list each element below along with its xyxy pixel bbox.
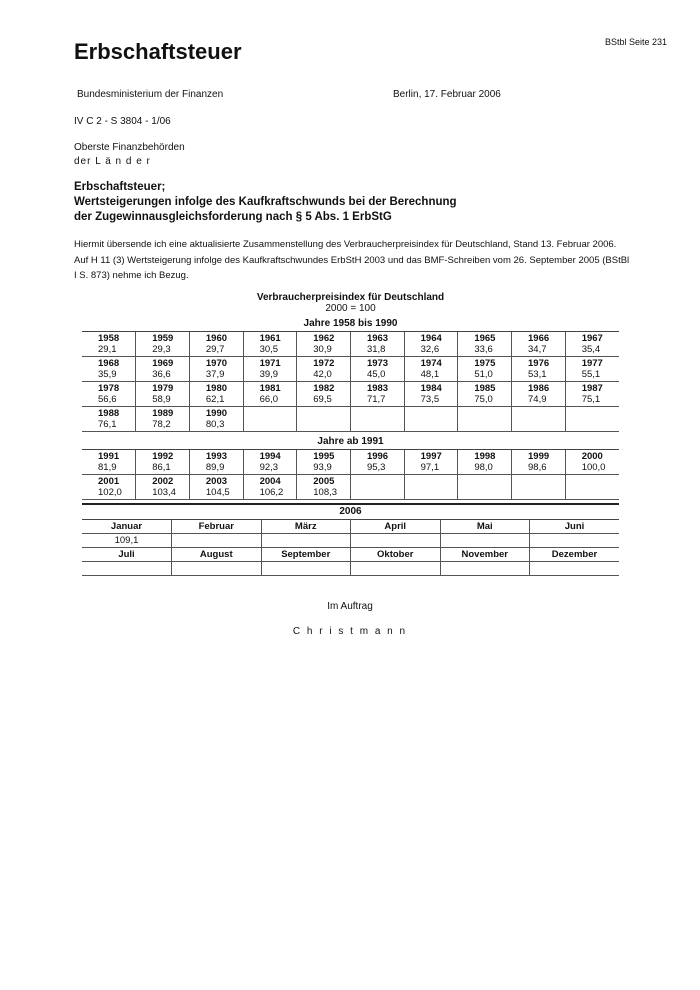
index-value: 30,5 xyxy=(259,344,279,355)
year-label: 1996 xyxy=(366,451,389,462)
index-value: 35,9 xyxy=(98,369,117,380)
year-label: 1972 xyxy=(313,358,335,369)
table-row xyxy=(82,548,619,562)
recipient-line: der L ä n d e r xyxy=(74,156,151,167)
index-value: 76,1 xyxy=(98,419,117,430)
table-cell xyxy=(189,382,243,407)
table-cell xyxy=(243,332,297,357)
table-cell xyxy=(404,382,458,407)
month-name: August xyxy=(172,548,262,562)
index-value: 100,0 xyxy=(581,462,606,473)
year-label: 1969 xyxy=(152,358,174,369)
year-label: 1999 xyxy=(528,451,550,462)
year-label xyxy=(367,475,404,476)
index-value: 97,1 xyxy=(420,462,440,473)
year-label: 1985 xyxy=(474,383,496,394)
index-value: 39,9 xyxy=(259,369,279,380)
index-value: 106,2 xyxy=(259,487,284,498)
table-cell xyxy=(136,450,190,475)
section-title: Jahre ab 1991 xyxy=(82,435,619,450)
table-row xyxy=(82,520,619,534)
table-cell xyxy=(189,407,243,432)
closing: Im Auftrag xyxy=(327,601,373,612)
table-cell xyxy=(458,450,512,475)
page-title: Erbschaftsteuer xyxy=(74,39,242,64)
year-label: 1967 xyxy=(581,333,603,344)
table-cell xyxy=(243,357,297,382)
index-value: 51,0 xyxy=(474,369,493,380)
table-cell xyxy=(243,450,297,475)
year-label: 2003 xyxy=(205,476,228,487)
table-cell xyxy=(350,450,404,475)
month-name: Juli xyxy=(82,548,172,562)
table-cell xyxy=(512,382,566,407)
year-label: 2001 xyxy=(98,476,120,487)
year-label xyxy=(582,475,619,476)
table-cell xyxy=(189,332,243,357)
table-cell xyxy=(189,450,243,475)
section-title: 2006 xyxy=(82,503,619,520)
table-cell xyxy=(512,357,566,382)
month-name: Dezember xyxy=(530,548,620,562)
index-value: 81,9 xyxy=(98,462,117,473)
index-value: 33,6 xyxy=(474,344,493,355)
year-label: 1975 xyxy=(474,358,496,369)
index-value: 32,6 xyxy=(420,344,440,355)
table-cell xyxy=(82,332,136,357)
subject-line: der Zugewinnausgleichsforderung nach § 5 Abs. 1 ErbStG xyxy=(74,211,392,223)
table-cell xyxy=(458,332,512,357)
table-cell xyxy=(565,450,619,475)
index-value: 89,9 xyxy=(205,462,225,473)
year-label: 1998 xyxy=(474,451,496,462)
table-cell xyxy=(350,407,404,432)
table-cell xyxy=(297,407,351,432)
index-value xyxy=(351,534,441,548)
table-title: Verbraucherpreisindex für Deutschland xyxy=(256,292,445,303)
month-name: November xyxy=(440,548,530,562)
table-row xyxy=(82,534,619,548)
table-row xyxy=(82,562,619,576)
table-cell xyxy=(458,475,512,500)
month-name: Mai xyxy=(440,520,530,534)
year-label: 1958 xyxy=(98,333,120,344)
table-row xyxy=(82,407,619,432)
index-value: 53,1 xyxy=(528,369,547,380)
year-label xyxy=(582,407,619,408)
year-label: 1986 xyxy=(528,383,550,394)
index-value: 29,7 xyxy=(205,344,225,355)
table-cell xyxy=(82,357,136,382)
table-cell xyxy=(297,475,351,500)
year-label: 1982 xyxy=(313,383,335,394)
table-cell xyxy=(136,407,190,432)
table-cell xyxy=(82,407,136,432)
year-label: 1976 xyxy=(528,358,550,369)
year-label xyxy=(421,475,458,476)
index-value: 45,0 xyxy=(366,369,386,380)
index-value: 95,3 xyxy=(366,462,386,473)
index-value: 37,9 xyxy=(205,369,225,380)
index-value: 75,1 xyxy=(581,394,601,405)
year-label: 1988 xyxy=(98,408,120,419)
table-cell xyxy=(189,357,243,382)
index-value: 66,0 xyxy=(259,394,279,405)
index-value: 74,9 xyxy=(528,394,547,405)
index-value: 62,1 xyxy=(205,394,225,405)
year-label: 1959 xyxy=(152,333,174,344)
year-label xyxy=(367,407,404,408)
year-label: 1965 xyxy=(474,333,496,344)
index-value: 34,7 xyxy=(528,344,547,355)
table-row xyxy=(82,382,619,407)
year-label: 1968 xyxy=(98,358,120,369)
index-value: 48,1 xyxy=(420,369,440,380)
index-value: 98,0 xyxy=(474,462,493,473)
index-value: 98,6 xyxy=(528,462,547,473)
year-label: 1980 xyxy=(205,383,228,394)
index-value: 78,2 xyxy=(152,419,171,430)
table-cell xyxy=(458,357,512,382)
index-value: 69,5 xyxy=(313,394,332,405)
index-value xyxy=(172,534,262,548)
month-name: Juni xyxy=(530,520,620,534)
year-label: 1984 xyxy=(420,383,442,394)
year-label: 1990 xyxy=(205,408,228,419)
year-label: 1963 xyxy=(366,333,389,344)
table-cell xyxy=(297,450,351,475)
index-value xyxy=(351,562,441,576)
month-name: September xyxy=(261,548,351,562)
table-cell xyxy=(512,475,566,500)
year-label: 1991 xyxy=(98,451,120,462)
year-label: 1993 xyxy=(205,451,228,462)
year-label: 1973 xyxy=(366,358,389,369)
year-label: 1987 xyxy=(581,383,603,394)
index-value xyxy=(261,562,351,576)
body-line: Auf H 11 (3) Wertsteigerung infolge des Kaufkraftschwundes ErbStH 2003 und das BMF-Schreiben vom 26. September 2005 (BStBl xyxy=(74,254,630,266)
index-table-from-1991 xyxy=(82,450,619,500)
year-label: 1989 xyxy=(152,408,174,419)
year-label: 1979 xyxy=(152,383,174,394)
subject-line: Erbschaftsteuer; xyxy=(74,181,166,193)
table-cell xyxy=(404,357,458,382)
year-label: 1971 xyxy=(259,358,281,369)
index-value: 73,5 xyxy=(420,394,440,405)
table-cell xyxy=(82,475,136,500)
table-cell xyxy=(82,382,136,407)
index-value xyxy=(530,534,620,548)
table-cell xyxy=(243,475,297,500)
month-name: April xyxy=(351,520,441,534)
year-label: 1962 xyxy=(313,333,335,344)
index-value: 56,6 xyxy=(98,394,117,405)
year-label: 1960 xyxy=(205,333,228,344)
year-label: 1961 xyxy=(259,333,281,344)
index-value: 86,1 xyxy=(152,462,171,473)
table-cell xyxy=(350,357,404,382)
month-name: Februar xyxy=(172,520,262,534)
subject-line: Wertsteigerungen infolge des Kaufkraftschwunds bei der Berechnung xyxy=(74,196,457,208)
index-value: 92,3 xyxy=(259,462,279,473)
index-value: 35,4 xyxy=(581,344,601,355)
index-value: 29,3 xyxy=(152,344,171,355)
index-value: 31,8 xyxy=(366,344,386,355)
index-table-1958-1990 xyxy=(82,332,619,432)
year-label xyxy=(474,475,511,476)
year-label: 1983 xyxy=(366,383,389,394)
recipient-line: Oberste Finanzbehörden xyxy=(74,142,185,153)
table-cell xyxy=(243,382,297,407)
year-label: 2005 xyxy=(313,476,335,487)
price-index-table xyxy=(82,292,619,576)
table-row xyxy=(82,332,619,357)
index-value: 29,1 xyxy=(98,344,117,355)
index-table-2006 xyxy=(82,520,619,576)
index-value: 71,7 xyxy=(366,394,386,405)
index-value: 104,5 xyxy=(205,487,230,498)
month-name: Oktober xyxy=(351,548,441,562)
table-cell xyxy=(458,407,512,432)
index-value: 80,3 xyxy=(205,419,225,430)
year-label: 1995 xyxy=(313,451,335,462)
year-label xyxy=(474,407,511,408)
table-cell xyxy=(350,332,404,357)
index-value: 108,3 xyxy=(313,487,338,498)
index-value: 109,1 xyxy=(82,534,172,548)
table-cell xyxy=(512,332,566,357)
index-value: 103,4 xyxy=(152,487,176,498)
month-name: März xyxy=(261,520,351,534)
index-value: 102,0 xyxy=(98,487,122,498)
year-label xyxy=(528,475,565,476)
table-cell xyxy=(458,382,512,407)
year-label: 1981 xyxy=(259,383,281,394)
table-cell xyxy=(565,357,619,382)
table-row xyxy=(82,357,619,382)
body-line: I S. 873) nehme ich Bezug. xyxy=(74,270,189,281)
table-row xyxy=(82,450,619,475)
table-cell xyxy=(136,475,190,500)
year-label: 1974 xyxy=(420,358,442,369)
body-text xyxy=(74,237,634,284)
table-cell xyxy=(565,332,619,357)
table-cell xyxy=(350,475,404,500)
year-label: 1977 xyxy=(581,358,603,369)
index-value: 42,0 xyxy=(313,369,332,380)
table-cell xyxy=(404,407,458,432)
table-cell xyxy=(136,332,190,357)
letter-date: Berlin, 17. Februar 2006 xyxy=(393,89,501,100)
table-cell xyxy=(136,382,190,407)
index-value xyxy=(440,534,530,548)
year-label: 1964 xyxy=(420,333,442,344)
index-value xyxy=(440,562,530,576)
table-cell xyxy=(404,332,458,357)
month-name: Januar xyxy=(82,520,172,534)
year-label: 2004 xyxy=(259,476,281,487)
table-cell xyxy=(297,332,351,357)
index-value: 55,1 xyxy=(581,369,601,380)
table-cell xyxy=(297,382,351,407)
table-cell xyxy=(82,450,136,475)
table-cell xyxy=(404,475,458,500)
index-value xyxy=(261,534,351,548)
year-label: 2000 xyxy=(581,451,603,462)
index-value: 58,9 xyxy=(152,394,171,405)
section-title: Jahre 1958 bis 1990 xyxy=(82,317,619,332)
index-value: 75,0 xyxy=(474,394,493,405)
table-cell xyxy=(512,450,566,475)
year-label: 1994 xyxy=(259,451,281,462)
subject xyxy=(74,180,457,225)
year-label: 2002 xyxy=(152,476,174,487)
year-label: 1997 xyxy=(420,451,442,462)
year-label: 1992 xyxy=(152,451,174,462)
year-label: 1966 xyxy=(528,333,550,344)
table-cell xyxy=(243,407,297,432)
index-value: 30,9 xyxy=(313,344,332,355)
table-base: 2000 = 100 xyxy=(325,303,376,314)
table-cell xyxy=(350,382,404,407)
reference-number: IV C 2 - S 3804 - 1/06 xyxy=(74,116,171,127)
table-cell xyxy=(565,475,619,500)
table-row xyxy=(82,475,619,500)
table-cell xyxy=(189,475,243,500)
table-cell xyxy=(404,450,458,475)
table-cell xyxy=(512,407,566,432)
index-value xyxy=(530,562,620,576)
year-label xyxy=(528,407,565,408)
table-cell xyxy=(565,382,619,407)
table-cell xyxy=(136,357,190,382)
body-line: Hiermit übersende ich eine aktualisierte Zusammenstellung des Verbraucherpreisindex für Deutschland, Stand 13. Februar 2006. xyxy=(74,239,617,250)
year-label xyxy=(260,407,297,408)
table-cell xyxy=(297,357,351,382)
index-value: 93,9 xyxy=(313,462,332,473)
year-label: 1970 xyxy=(205,358,228,369)
index-value xyxy=(172,562,262,576)
table-cell xyxy=(565,407,619,432)
year-label: 1978 xyxy=(98,383,120,394)
sender: Bundesministerium der Finanzen xyxy=(77,89,224,100)
index-value: 36,6 xyxy=(152,369,171,380)
year-label xyxy=(313,407,350,408)
signature-name: C h r i s t m a n n xyxy=(292,626,408,637)
year-label xyxy=(421,407,458,408)
index-value xyxy=(82,562,172,576)
page-reference: BStbl Seite 231 xyxy=(604,37,667,47)
